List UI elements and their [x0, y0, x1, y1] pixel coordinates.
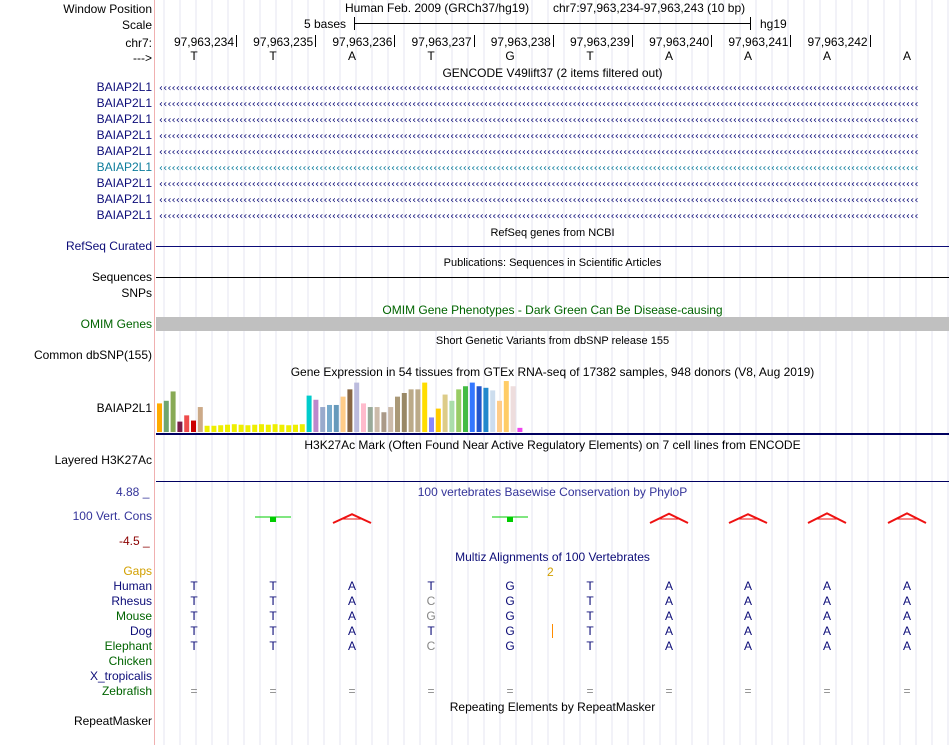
gaps-label: Gaps	[123, 564, 152, 578]
multiz-aligned-base: A	[902, 609, 911, 623]
multiz-aligned-base: A	[902, 639, 911, 653]
h3k27ac-track-title[interactable]: H3K27Ac Mark (Often Found Near Active Regulatory Elements) on 7 cell lines from ENCODE	[304, 438, 801, 452]
phylop-positive-mark	[270, 517, 276, 522]
phylop-positive-mark	[507, 517, 513, 522]
reference-base: T	[427, 49, 435, 63]
gencode-gene-track[interactable]: ‹‹‹‹‹‹‹‹‹‹‹‹‹‹‹‹‹‹‹‹‹‹‹‹‹‹‹‹‹‹‹‹‹‹‹‹‹‹‹‹‹‹‹‹‹‹‹‹‹‹‹‹‹‹‹‹‹‹‹‹‹‹‹‹‹‹‹‹‹‹‹‹‹‹‹‹‹‹‹‹‹‹‹‹‹‹‹‹‹‹‹‹‹‹‹‹‹‹‹‹‹‹‹‹‹‹‹‹‹‹‹‹‹‹‹‹‹‹‹‹‹‹‹‹‹‹‹‹‹‹‹‹‹‹‹‹‹‹‹‹‹‹‹‹‹‹‹‹‹‹‹‹‹‹‹‹‹‹‹‹‹‹‹‹‹‹‹‹‹‹‹‹‹‹‹‹‹‹‹‹	[158, 163, 918, 174]
db-text: hg19	[760, 17, 787, 31]
gtex-tissue-bar	[347, 389, 352, 432]
multiz-aligned-base: G	[426, 609, 436, 623]
gencode-gene-label[interactable]: BAIAP2L1	[96, 80, 152, 94]
gencode-track-title[interactable]: GENCODE V49lift37 (2 items filtered out)	[442, 66, 663, 80]
repeatmasker-track-title[interactable]: Repeating Elements by RepeatMasker	[449, 700, 656, 714]
gtex-tissue-bar	[443, 395, 448, 432]
gtex-tissue-bar	[402, 393, 407, 432]
omim-track-label[interactable]: OMIM Genes	[80, 317, 152, 331]
gencode-gene-label[interactable]: BAIAP2L1	[96, 144, 152, 158]
coordinate-label: 97,963,239	[569, 35, 630, 49]
omim-gene-bar[interactable]	[156, 317, 949, 331]
multiz-aligned-base: A	[347, 624, 356, 638]
multiz-aligned-base: =	[427, 684, 435, 698]
gtex-tissue-bar	[361, 403, 366, 432]
gencode-gene-track[interactable]: ‹‹‹‹‹‹‹‹‹‹‹‹‹‹‹‹‹‹‹‹‹‹‹‹‹‹‹‹‹‹‹‹‹‹‹‹‹‹‹‹‹‹‹‹‹‹‹‹‹‹‹‹‹‹‹‹‹‹‹‹‹‹‹‹‹‹‹‹‹‹‹‹‹‹‹‹‹‹‹‹‹‹‹‹‹‹‹‹‹‹‹‹‹‹‹‹‹‹‹‹‹‹‹‹‹‹‹‹‹‹‹‹‹‹‹‹‹‹‹‹‹‹‹‹‹‹‹‹‹‹‹‹‹‹‹‹‹‹‹‹‹‹‹‹‹‹‹‹‹‹‹‹‹‹‹‹‹‹‹‹‹‹‹‹‹‹‹‹‹‹‹‹‹‹‹‹‹‹‹‹	[158, 131, 918, 142]
gencode-gene-label[interactable]: BAIAP2L1	[96, 192, 152, 206]
multiz-aligned-base: T	[586, 624, 594, 638]
gencode-gene-track[interactable]: ‹‹‹‹‹‹‹‹‹‹‹‹‹‹‹‹‹‹‹‹‹‹‹‹‹‹‹‹‹‹‹‹‹‹‹‹‹‹‹‹‹‹‹‹‹‹‹‹‹‹‹‹‹‹‹‹‹‹‹‹‹‹‹‹‹‹‹‹‹‹‹‹‹‹‹‹‹‹‹‹‹‹‹‹‹‹‹‹‹‹‹‹‹‹‹‹‹‹‹‹‹‹‹‹‹‹‹‹‹‹‹‹‹‹‹‹‹‹‹‹‹‹‹‹‹‹‹‹‹‹‹‹‹‹‹‹‹‹‹‹‹‹‹‹‹‹‹‹‹‹‹‹‹‹‹‹‹‹‹‹‹‹‹‹‹‹‹‹‹‹‹‹‹‹‹‹‹‹‹‹	[158, 147, 918, 158]
gtex-tissue-bar	[477, 386, 482, 432]
publications-line[interactable]	[156, 277, 949, 278]
multiz-aligned-base: =	[506, 684, 514, 698]
phylop-negative-score	[808, 513, 846, 523]
multiz-aligned-base: T	[427, 579, 435, 593]
gencode-gene-track[interactable]: ‹‹‹‹‹‹‹‹‹‹‹‹‹‹‹‹‹‹‹‹‹‹‹‹‹‹‹‹‹‹‹‹‹‹‹‹‹‹‹‹‹‹‹‹‹‹‹‹‹‹‹‹‹‹‹‹‹‹‹‹‹‹‹‹‹‹‹‹‹‹‹‹‹‹‹‹‹‹‹‹‹‹‹‹‹‹‹‹‹‹‹‹‹‹‹‹‹‹‹‹‹‹‹‹‹‹‹‹‹‹‹‹‹‹‹‹‹‹‹‹‹‹‹‹‹‹‹‹‹‹‹‹‹‹‹‹‹‹‹‹‹‹‹‹‹‹‹‹‹‹‹‹‹‹‹‹‹‹‹‹‹‹‹‹‹‹‹‹‹‹‹‹‹‹‹‹‹‹‹‹	[158, 195, 918, 206]
reference-base: A	[902, 49, 911, 63]
gencode-gene-label[interactable]: BAIAP2L1	[96, 176, 152, 190]
gtex-tissue-bar	[334, 405, 339, 432]
gtex-tissue-bar	[164, 401, 169, 432]
phylop-track-label[interactable]: 100 Vert. Cons	[72, 509, 152, 523]
chr-label: chr7:	[125, 36, 152, 50]
multiz-aligned-base: A	[664, 594, 673, 608]
gtex-tissue-bar	[415, 389, 420, 432]
gtex-tissue-bar	[266, 425, 271, 432]
strand-label: --->	[133, 51, 152, 65]
reference-base: A	[822, 49, 831, 63]
multiz-aligned-base: T	[427, 624, 435, 638]
multiz-aligned-base: T	[586, 639, 594, 653]
multiz-aligned-base: A	[664, 579, 673, 593]
gtex-tissue-bar	[381, 412, 386, 432]
phylop-conservation-plot[interactable]	[156, 500, 949, 540]
multiz-aligned-base: A	[822, 624, 831, 638]
gtex-tissue-bar	[252, 425, 257, 432]
multiz-aligned-base: A	[664, 609, 673, 623]
multiz-species-label[interactable]: Zebrafish	[101, 684, 152, 698]
multiz-aligned-base: A	[743, 579, 752, 593]
gtex-tissue-bar	[483, 388, 488, 432]
gtex-tissue-bar	[422, 383, 427, 432]
dbsnp-track-label[interactable]: Common dbSNP(155)	[33, 348, 152, 362]
gtex-tissue-bar	[463, 386, 468, 432]
coordinate-label: 97,963,235	[253, 35, 314, 49]
reference-base: T	[269, 49, 277, 63]
reference-base: T	[190, 49, 198, 63]
multiz-aligned-base: A	[822, 579, 831, 593]
multiz-aligned-base: A	[743, 639, 752, 653]
gtex-tissue-bar	[429, 417, 434, 432]
snps-label[interactable]: SNPs	[121, 286, 152, 300]
gtex-tissue-bar	[245, 425, 250, 432]
multiz-aligned-base: A	[902, 579, 911, 593]
multiz-aligned-base: T	[269, 609, 277, 623]
multiz-aligned-base: A	[743, 624, 752, 638]
gtex-tissue-bar	[517, 428, 522, 432]
multiz-aligned-base: G	[505, 624, 515, 638]
gtex-tissue-bar	[198, 407, 203, 432]
gtex-tissue-bar	[436, 409, 441, 432]
gtex-tissue-bar	[456, 389, 461, 432]
gtex-tissue-bar	[490, 390, 495, 432]
gtex-tissue-bar	[327, 405, 332, 432]
multiz-species-label[interactable]: Elephant	[104, 639, 152, 653]
coordinate-tick	[870, 35, 871, 47]
gtex-tissue-bar	[239, 425, 244, 432]
phylop-negative-score	[888, 513, 926, 523]
multiz-aligned-base: =	[903, 684, 911, 698]
multiz-aligned-base: A	[347, 609, 356, 623]
gtex-tissue-bar	[409, 389, 414, 432]
gencode-gene-track[interactable]: ‹‹‹‹‹‹‹‹‹‹‹‹‹‹‹‹‹‹‹‹‹‹‹‹‹‹‹‹‹‹‹‹‹‹‹‹‹‹‹‹‹‹‹‹‹‹‹‹‹‹‹‹‹‹‹‹‹‹‹‹‹‹‹‹‹‹‹‹‹‹‹‹‹‹‹‹‹‹‹‹‹‹‹‹‹‹‹‹‹‹‹‹‹‹‹‹‹‹‹‹‹‹‹‹‹‹‹‹‹‹‹‹‹‹‹‹‹‹‹‹‹‹‹‹‹‹‹‹‹‹‹‹‹‹‹‹‹‹‹‹‹‹‹‹‹‹‹‹‹‹‹‹‹‹‹‹‹‹‹‹‹‹‹‹‹‹‹‹‹‹‹‹‹‹‹‹‹‹‹‹	[158, 179, 918, 190]
gtex-tissue-bar	[205, 426, 210, 432]
coordinate-tick	[632, 35, 633, 47]
phylop-negative-score	[650, 514, 688, 523]
multiz-aligned-base: T	[269, 579, 277, 593]
scale-label: Scale	[121, 18, 152, 32]
reference-base: A	[664, 49, 673, 63]
multiz-aligned-base: A	[347, 579, 356, 593]
multiz-species-label[interactable]: Dog	[129, 624, 152, 638]
gtex-tissue-bar	[279, 425, 284, 432]
gtex-tissue-bar	[341, 397, 346, 432]
gencode-gene-track[interactable]: ‹‹‹‹‹‹‹‹‹‹‹‹‹‹‹‹‹‹‹‹‹‹‹‹‹‹‹‹‹‹‹‹‹‹‹‹‹‹‹‹‹‹‹‹‹‹‹‹‹‹‹‹‹‹‹‹‹‹‹‹‹‹‹‹‹‹‹‹‹‹‹‹‹‹‹‹‹‹‹‹‹‹‹‹‹‹‹‹‹‹‹‹‹‹‹‹‹‹‹‹‹‹‹‹‹‹‹‹‹‹‹‹‹‹‹‹‹‹‹‹‹‹‹‹‹‹‹‹‹‹‹‹‹‹‹‹‹‹‹‹‹‹‹‹‹‹‹‹‹‹‹‹‹‹‹‹‹‹‹‹‹‹‹‹‹‹‹‹‹‹‹‹‹‹‹‹‹‹‹‹	[158, 99, 918, 110]
coordinate-tick	[790, 35, 791, 47]
gtex-gene-line[interactable]	[156, 433, 949, 435]
refseq-track-title[interactable]: RefSeq genes from NCBI	[490, 227, 615, 239]
multiz-track-title[interactable]: Multiz Alignments of 100 Vertebrates	[455, 550, 650, 564]
scale-bar-left-tick	[354, 17, 355, 30]
multiz-aligned-base: C	[426, 594, 436, 608]
multiz-species-label[interactable]: Human	[113, 579, 152, 593]
multiz-aligned-base: =	[190, 684, 198, 698]
multiz-species-label[interactable]: X_tropicalis	[89, 669, 152, 683]
gtex-tissue-bar	[307, 396, 312, 432]
scale-text: 5 bases	[304, 17, 347, 31]
gtex-tissue-bar	[300, 424, 305, 432]
multiz-aligned-base: T	[190, 594, 198, 608]
coordinate-tick	[711, 35, 712, 47]
multiz-aligned-base: =	[586, 684, 594, 698]
gencode-gene-track[interactable]: ‹‹‹‹‹‹‹‹‹‹‹‹‹‹‹‹‹‹‹‹‹‹‹‹‹‹‹‹‹‹‹‹‹‹‹‹‹‹‹‹‹‹‹‹‹‹‹‹‹‹‹‹‹‹‹‹‹‹‹‹‹‹‹‹‹‹‹‹‹‹‹‹‹‹‹‹‹‹‹‹‹‹‹‹‹‹‹‹‹‹‹‹‹‹‹‹‹‹‹‹‹‹‹‹‹‹‹‹‹‹‹‹‹‹‹‹‹‹‹‹‹‹‹‹‹‹‹‹‹‹‹‹‹‹‹‹‹‹‹‹‹‹‹‹‹‹‹‹‹‹‹‹‹‹‹‹‹‹‹‹‹‹‹‹‹‹‹‹‹‹‹‹‹‹‹‹‹‹‹‹	[158, 211, 918, 222]
multiz-aligned-base: T	[190, 624, 198, 638]
gencode-gene-track[interactable]: ‹‹‹‹‹‹‹‹‹‹‹‹‹‹‹‹‹‹‹‹‹‹‹‹‹‹‹‹‹‹‹‹‹‹‹‹‹‹‹‹‹‹‹‹‹‹‹‹‹‹‹‹‹‹‹‹‹‹‹‹‹‹‹‹‹‹‹‹‹‹‹‹‹‹‹‹‹‹‹‹‹‹‹‹‹‹‹‹‹‹‹‹‹‹‹‹‹‹‹‹‹‹‹‹‹‹‹‹‹‹‹‹‹‹‹‹‹‹‹‹‹‹‹‹‹‹‹‹‹‹‹‹‹‹‹‹‹‹‹‹‹‹‹‹‹‹‹‹‹‹‹‹‹‹‹‹‹‹‹‹‹‹‹‹‹‹‹‹‹‹‹‹‹‹‹‹‹‹‹‹	[158, 115, 918, 126]
coordinate-tick	[553, 35, 554, 47]
gtex-track-title[interactable]: Gene Expression in 54 tissues from GTEx RNA-seq of 17382 samples, 948 donors (V8, Aug 2019)	[290, 365, 815, 379]
multiz-aligned-base: G	[505, 609, 515, 623]
gtex-tissue-bar	[293, 425, 298, 432]
reference-base: G	[505, 49, 515, 63]
gencode-gene-label[interactable]: BAIAP2L1	[96, 128, 152, 142]
multiz-aligned-base: A	[822, 594, 831, 608]
multiz-aligned-base: T	[269, 639, 277, 653]
gtex-tissue-bar	[511, 386, 516, 432]
gtex-track-label[interactable]: BAIAP2L1	[96, 401, 152, 415]
reference-base: A	[743, 49, 752, 63]
assembly-text: Human Feb. 2009 (GRCh37/hg19)	[345, 1, 530, 15]
gap-count: 2	[547, 565, 554, 579]
gencode-gene-label[interactable]: BAIAP2L1	[96, 112, 152, 126]
multiz-aligned-base: T	[586, 609, 594, 623]
multiz-aligned-base: A	[902, 594, 911, 608]
multiz-aligned-base: G	[505, 594, 515, 608]
phylop-max-value: 4.88 _	[116, 485, 150, 499]
multiz-aligned-base: =	[269, 684, 277, 698]
multiz-species-label[interactable]: Mouse	[115, 609, 152, 623]
coordinate-label: 97,963,238	[490, 35, 551, 49]
gtex-tissue-bar	[313, 400, 318, 432]
multiz-aligned-base: A	[743, 594, 752, 608]
gtex-tissue-bar	[395, 397, 400, 432]
phylop-min-value: -4.5 _	[119, 534, 150, 548]
multiz-aligned-base: A	[347, 594, 356, 608]
gencode-gene-label[interactable]: BAIAP2L1	[96, 96, 152, 110]
window-position-label: Window Position	[63, 2, 152, 16]
multiz-aligned-base: T	[586, 579, 594, 593]
gtex-tissue-bar	[449, 401, 454, 432]
coordinate-label: 97,963,234	[173, 35, 234, 49]
gtex-tissue-bar	[218, 425, 223, 432]
coordinate-label: 97,963,236	[332, 35, 393, 49]
gencode-gene-label[interactable]: BAIAP2L1	[96, 160, 152, 174]
dog-insertion-mark[interactable]	[552, 624, 553, 638]
multiz-aligned-base: A	[743, 609, 752, 623]
gtex-tissue-bar	[211, 426, 216, 432]
gtex-tissue-bar	[497, 401, 502, 432]
gtex-tissue-bar	[157, 403, 162, 432]
gtex-tissue-bar	[177, 422, 182, 432]
coordinate-tick	[315, 35, 316, 47]
multiz-aligned-base: T	[269, 624, 277, 638]
publications-track-label[interactable]: Sequences	[91, 270, 152, 284]
omim-track-title[interactable]: OMIM Gene Phenotypes - Dark Green Can Be Disease-causing	[382, 303, 723, 317]
gtex-tissue-bar	[225, 425, 230, 432]
coordinate-label: 97,963,240	[649, 35, 710, 49]
multiz-aligned-base: T	[190, 579, 198, 593]
multiz-aligned-base: G	[505, 579, 515, 593]
multiz-aligned-base: A	[822, 639, 831, 653]
multiz-aligned-base: G	[505, 639, 515, 653]
gtex-tissue-bar	[286, 425, 291, 432]
multiz-aligned-base: T	[190, 609, 198, 623]
gtex-expression-chart[interactable]	[156, 380, 536, 434]
scale-bar	[354, 23, 751, 24]
h3k27ac-track-label[interactable]: Layered H3K27Ac	[54, 453, 152, 467]
gtex-tissue-bar	[375, 407, 380, 432]
multiz-species-label[interactable]: Rhesus	[111, 594, 152, 608]
h3k27ac-baseline	[156, 481, 949, 482]
gtex-tissue-bar	[184, 415, 189, 432]
multiz-aligned-base: T	[586, 594, 594, 608]
gtex-tissue-bar	[388, 407, 393, 432]
gtex-tissue-bar	[232, 424, 237, 432]
gtex-tissue-bar	[368, 407, 373, 432]
multiz-aligned-base: =	[744, 684, 752, 698]
coordinate-label: 97,963,241	[728, 35, 789, 49]
coordinate-tick	[394, 35, 395, 47]
multiz-aligned-base: A	[822, 609, 831, 623]
repeatmasker-track-label[interactable]: RepeatMasker	[73, 714, 152, 728]
gtex-tissue-bar	[259, 424, 264, 432]
reference-base: A	[347, 49, 356, 63]
gencode-gene-track[interactable]: ‹‹‹‹‹‹‹‹‹‹‹‹‹‹‹‹‹‹‹‹‹‹‹‹‹‹‹‹‹‹‹‹‹‹‹‹‹‹‹‹‹‹‹‹‹‹‹‹‹‹‹‹‹‹‹‹‹‹‹‹‹‹‹‹‹‹‹‹‹‹‹‹‹‹‹‹‹‹‹‹‹‹‹‹‹‹‹‹‹‹‹‹‹‹‹‹‹‹‹‹‹‹‹‹‹‹‹‹‹‹‹‹‹‹‹‹‹‹‹‹‹‹‹‹‹‹‹‹‹‹‹‹‹‹‹‹‹‹‹‹‹‹‹‹‹‹‹‹‹‹‹‹‹‹‹‹‹‹‹‹‹‹‹‹‹‹‹‹‹‹‹‹‹‹‹‹‹‹‹‹	[158, 83, 918, 94]
multiz-aligned-base: =	[665, 684, 673, 698]
gtex-tissue-bar	[320, 407, 325, 432]
gencode-gene-label[interactable]: BAIAP2L1	[96, 208, 152, 222]
gtex-tissue-bar	[470, 383, 475, 432]
phylop-track-title[interactable]: 100 vertebrates Basewise Conservation by PhyloP	[417, 485, 688, 499]
multiz-aligned-base: A	[664, 624, 673, 638]
coordinate-tick	[474, 35, 475, 47]
position-text: chr7:97,963,234-97,963,243 (10 bp)	[553, 1, 746, 15]
multiz-aligned-base: A	[902, 624, 911, 638]
multiz-aligned-base: =	[348, 684, 356, 698]
scale-bar-right-tick	[750, 17, 751, 30]
gtex-tissue-bar	[273, 424, 278, 432]
multiz-aligned-base: T	[269, 594, 277, 608]
refseq-gene-line[interactable]	[156, 246, 949, 247]
gtex-tissue-bar	[354, 383, 359, 432]
gtex-tissue-bar	[171, 391, 176, 432]
refseq-track-label[interactable]: RefSeq Curated	[65, 239, 152, 253]
multiz-aligned-base: C	[426, 639, 436, 653]
publications-track-title[interactable]: Publications: Sequences in Scientific Articles	[443, 257, 662, 269]
multiz-aligned-base: T	[190, 639, 198, 653]
gtex-tissue-bar	[504, 381, 509, 432]
multiz-species-label[interactable]: Chicken	[108, 654, 152, 668]
dbsnp-track-title[interactable]: Short Genetic Variants from dbSNP release 155	[435, 335, 670, 347]
reference-base: T	[586, 49, 594, 63]
multiz-aligned-base: A	[664, 639, 673, 653]
coordinate-tick	[236, 35, 237, 47]
multiz-aligned-base: A	[347, 639, 356, 653]
coordinate-label: 97,963,237	[411, 35, 472, 49]
coordinate-label: 97,963,242	[807, 35, 868, 49]
gtex-tissue-bar	[191, 421, 196, 432]
multiz-aligned-base: =	[823, 684, 831, 698]
